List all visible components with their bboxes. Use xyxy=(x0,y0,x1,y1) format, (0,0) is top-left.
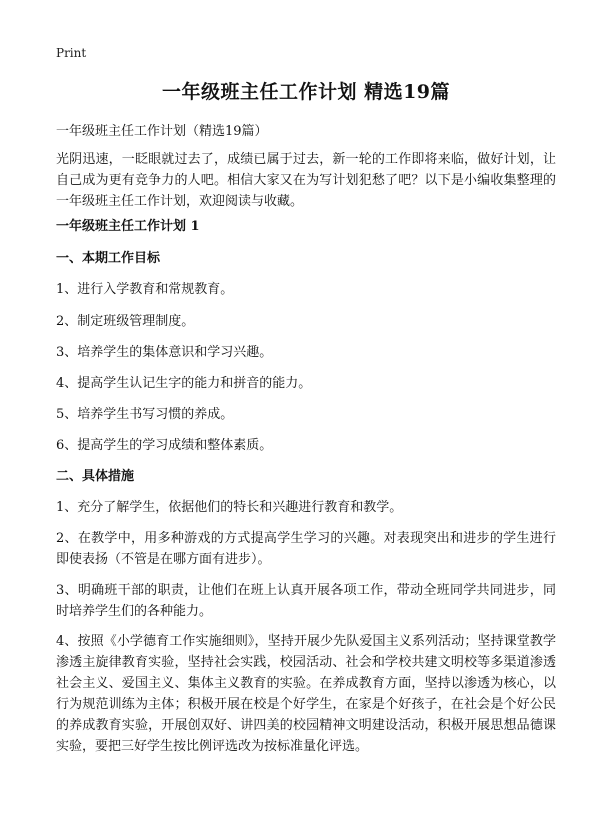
plan-heading: 一年级班主任工作计划 1 xyxy=(56,219,200,234)
goal-item: 5、培养学生书写习惯的养成。 xyxy=(56,407,234,422)
goal-item: 2、制定班级管理制度。 xyxy=(56,314,195,329)
goal-item: 4、提高学生认记生字的能力和拼音的能力。 xyxy=(56,376,312,391)
goal-item: 1、进行入学教育和常规教育。 xyxy=(56,282,234,297)
goal-item: 3、培养学生的集体意识和学习兴趣。 xyxy=(56,345,273,360)
measure-item: 2、在教学中，用多种游戏的方式提高学生学习的兴趣。对表现突出和进步的学生进行即使表扬（不管是在哪方面有进步）。 xyxy=(56,531,556,567)
section-heading-goals: 一、本期工作目标 xyxy=(56,251,161,266)
measure-item: 1、充分了解学生，依据他们的特长和兴趣进行教育和教学。 xyxy=(56,500,403,515)
intro-paragraph: 光阴迅速，一眨眼就过去了，成绩已属于过去，新一轮的工作即将来临，做好计划，让自己成为更有竞争力的人吧。相信大家又在为写计划犯愁了吧？以下是小编收集整理的一年级班主任工作计划，欢迎阅读与收藏。 xyxy=(56,152,556,209)
measure-item: 3、明确班干部的职责，让他们在班上认真开展各项工作，带动全班同学共同进步，同时培养学生们的各种能力。 xyxy=(56,583,556,619)
goal-item: 6、提高学生的学习成绩和整体素质。 xyxy=(56,438,273,453)
page-title: 一年级班主任工作计划 精选19篇 xyxy=(161,81,451,103)
document-subtitle: 一年级班主任工作计划（精选19篇） xyxy=(56,124,268,139)
section-heading-measures: 二、具体措施 xyxy=(56,469,135,484)
measure-item: 4、按照《小学德育工作实施细则》，坚持开展少先队爱国主义系列活动；坚持课堂教学渗透主旋律教育实验，坚持社会实践，校园活动、社会和学校共建文明校等多渠道渗透社会主义、爱国主义、集体主义教育的实验。在养成教育方面，坚持以渗透为核心，以行为规范训练为主体；积极开展在校是个好学生，在家是个好孩子，在社会是个好公民的养成教育实验，开展创双好、讲四美的校园精神文明建设活动，积极开展思想品德课实验，要把三好学生按比例评选改为按标准量化评选。 xyxy=(56,634,556,754)
print-label: Print xyxy=(56,46,87,60)
